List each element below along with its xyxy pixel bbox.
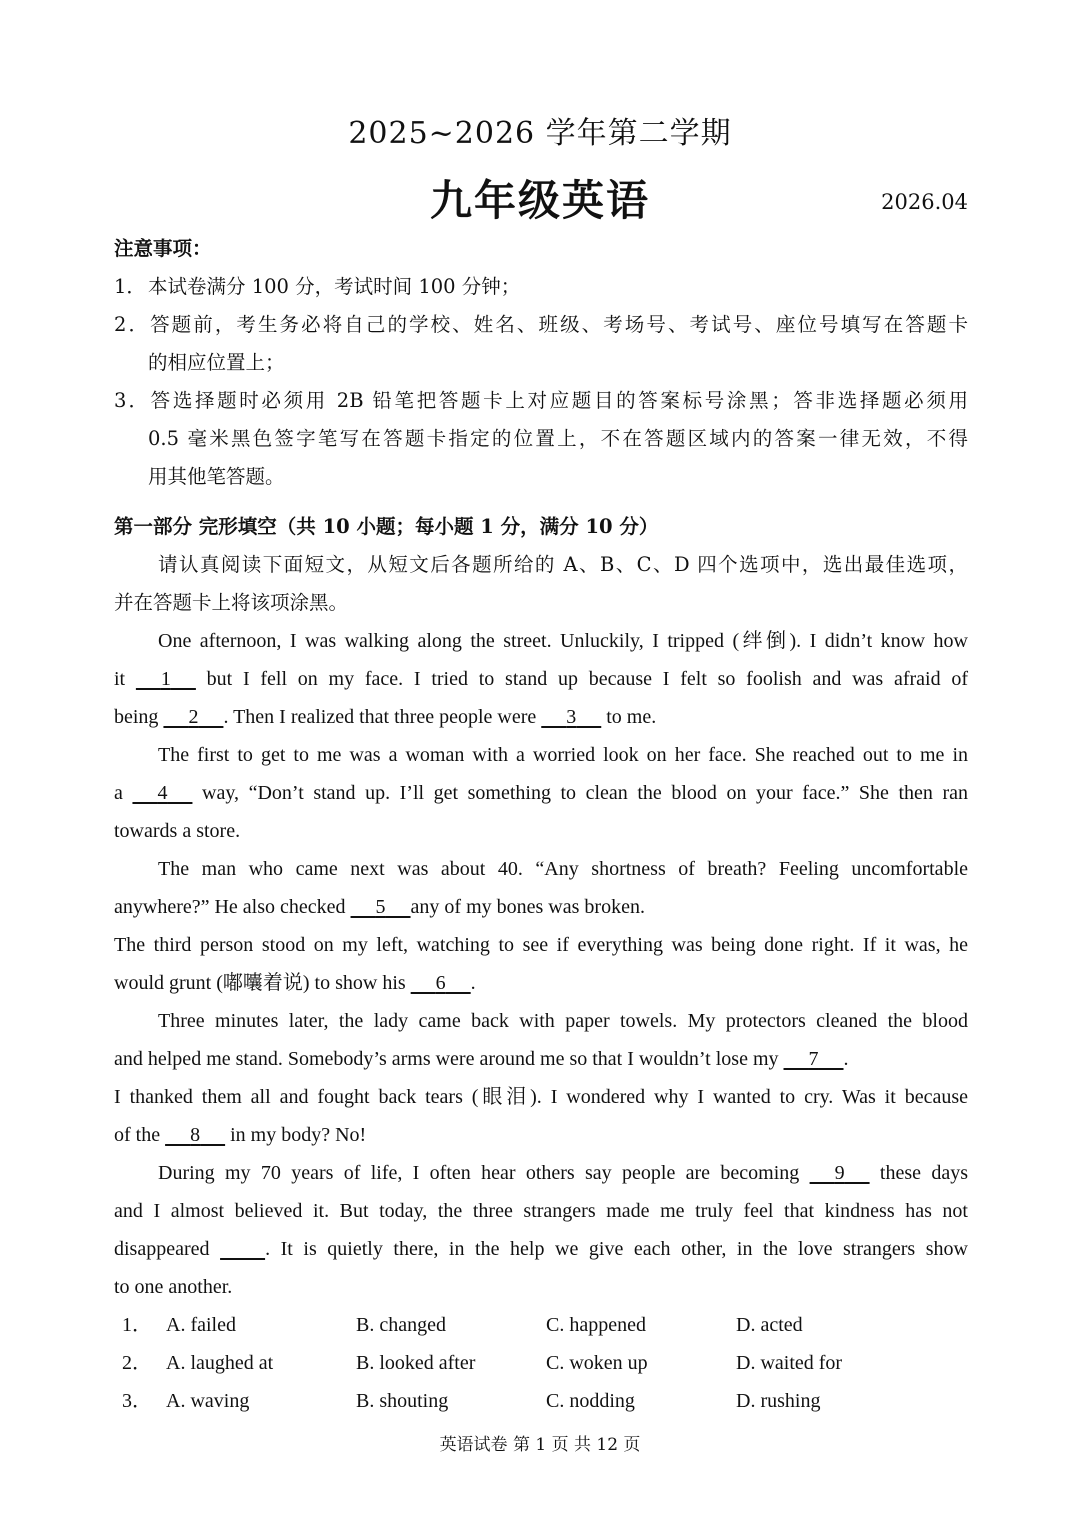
exam-date: 2026.04 bbox=[881, 190, 968, 214]
blank-4: 4 bbox=[157, 782, 168, 804]
passage-line: being 2 . Then I realized that three people were 3 to me. bbox=[114, 698, 968, 736]
passage-line: disappeared . It is quietly there, in the help we give each other, in the love strangers show bbox=[114, 1230, 968, 1268]
passage-line: and I almost believed it. But today, the three strangers made me truly feel that kindness has not bbox=[114, 1200, 968, 1222]
passage-line: it 1 but I fell on my face. I tried to stand up because I felt so foolish and was afraid of bbox=[114, 660, 968, 698]
passage-line: towards a store. bbox=[114, 820, 241, 842]
term-heading: 2025~2026 学年第二学期 bbox=[348, 116, 732, 151]
blank-6: 6 bbox=[435, 972, 446, 994]
notice-text: 答选择题时必须用 2B 铅笔把答题卡上对应题目的答案标号涂黑；答非选择题必须用 bbox=[148, 389, 968, 412]
passage bbox=[114, 622, 968, 1420]
passage-line: During my 70 years of life, I often hear others say people are becoming 9 these days bbox=[114, 1154, 968, 1192]
passage-line: and helped me stand. Somebody’s arms were around me so that I wouldn’t lose my 7 . bbox=[114, 1040, 968, 1078]
instruction-text: 并在答题卡上将该项涂黑。 bbox=[114, 591, 349, 614]
option-c: C. woken up bbox=[546, 1352, 648, 1374]
blank-5: 5 bbox=[375, 896, 386, 918]
option-a: A. waving bbox=[166, 1390, 250, 1412]
notice-heading: 注意事项： bbox=[114, 237, 212, 260]
question-number: 2． bbox=[122, 1352, 152, 1374]
option-b: B. changed bbox=[356, 1314, 446, 1336]
notice-item bbox=[114, 268, 968, 306]
notice-text: 用其他笔答题。 bbox=[148, 465, 285, 488]
notice-number: 1． bbox=[114, 275, 146, 298]
part1-heading: 第一部分 完形填空（共 10 小题；每小题 1 分，满分 10 分） bbox=[114, 515, 659, 538]
blank-8: 8 bbox=[190, 1124, 201, 1146]
blank-7: 7 bbox=[808, 1048, 819, 1070]
passage-line: Three minutes later, the lady came back with paper towels. My protectors cleaned the blood bbox=[158, 1010, 968, 1032]
notice-text: 本试卷满分 100 分，考试时间 100 分钟； bbox=[148, 275, 521, 298]
passage-line: The man who came next was about 40. “Any shortness of breath? Feeling uncomfortable bbox=[158, 858, 968, 880]
instruction-text: 请认真阅读下面短文，从短文后各题所给的 A、B、C、D 四个选项中，选出最佳选项， bbox=[158, 553, 968, 576]
question-row bbox=[114, 1344, 968, 1382]
notice-number: 2． bbox=[114, 313, 148, 336]
page-title: 九年级英语 bbox=[429, 176, 650, 225]
option-d: D. waited for bbox=[736, 1352, 843, 1374]
passage-line: anywhere?” He also checked 5 any of my bones was broken. bbox=[114, 888, 968, 926]
page-footer: 英语试卷 第 1 页 共 12 页 bbox=[439, 1435, 641, 1455]
passage-line: to one another. bbox=[114, 1276, 233, 1298]
question-row bbox=[114, 1306, 968, 1344]
notice-text: 0.5 毫米黑色签字笔写在答题卡指定的位置上，不在答题区域内的答案一律无效，不得 bbox=[148, 427, 968, 450]
passage-line: would grunt (嘟囔着说) to show his 6 . bbox=[114, 964, 968, 1002]
notice-text: 答题前，考生务必将自己的学校、姓名、班级、考场号、考试号、座位号填写在答题卡 bbox=[148, 313, 968, 336]
notice-item bbox=[114, 382, 968, 420]
option-c: C. happened bbox=[546, 1314, 646, 1336]
passage-line: The first to get to me was a woman with a worried look on her face. She reached out to me in bbox=[158, 744, 968, 766]
option-d: D. rushing bbox=[736, 1390, 821, 1412]
notice-number: 3． bbox=[114, 389, 148, 412]
passage-line: of the 8 in my body? No! bbox=[114, 1116, 968, 1154]
content bbox=[114, 230, 968, 1420]
notice-text: 的相应位置上； bbox=[148, 351, 285, 374]
option-a: A. laughed at bbox=[166, 1352, 274, 1374]
option-b: B. looked after bbox=[356, 1352, 476, 1374]
option-c: C. nodding bbox=[546, 1390, 635, 1412]
blank-3: 3 bbox=[566, 706, 577, 728]
option-b: B. shouting bbox=[356, 1390, 449, 1412]
passage-line: One afternoon, I was walking along the street. Unluckily, I tripped (绊倒). I didn’t know how bbox=[158, 630, 968, 652]
question-row bbox=[114, 1382, 968, 1420]
passage-line: a 4 way, “Don’t stand up. I’ll get something to clean the blood on your face.” She then ran bbox=[114, 774, 968, 812]
passage-line: The third person stood on my left, watching to see if everything was being done right. If it was, he bbox=[114, 934, 968, 956]
blank-2: 2 bbox=[188, 706, 199, 728]
question-number: 3． bbox=[122, 1390, 152, 1412]
option-a: A. failed bbox=[166, 1314, 236, 1336]
blank-9: 9 bbox=[834, 1162, 845, 1184]
question-number: 1． bbox=[122, 1314, 152, 1336]
blank-1: 1 bbox=[160, 668, 171, 690]
blank-10 bbox=[220, 1230, 265, 1268]
option-d: D. acted bbox=[736, 1314, 803, 1336]
passage-line: I thanked them all and fought back tears (眼泪). I wondered why I wanted to cry. Was it because bbox=[114, 1086, 968, 1108]
notice-item bbox=[114, 306, 968, 344]
